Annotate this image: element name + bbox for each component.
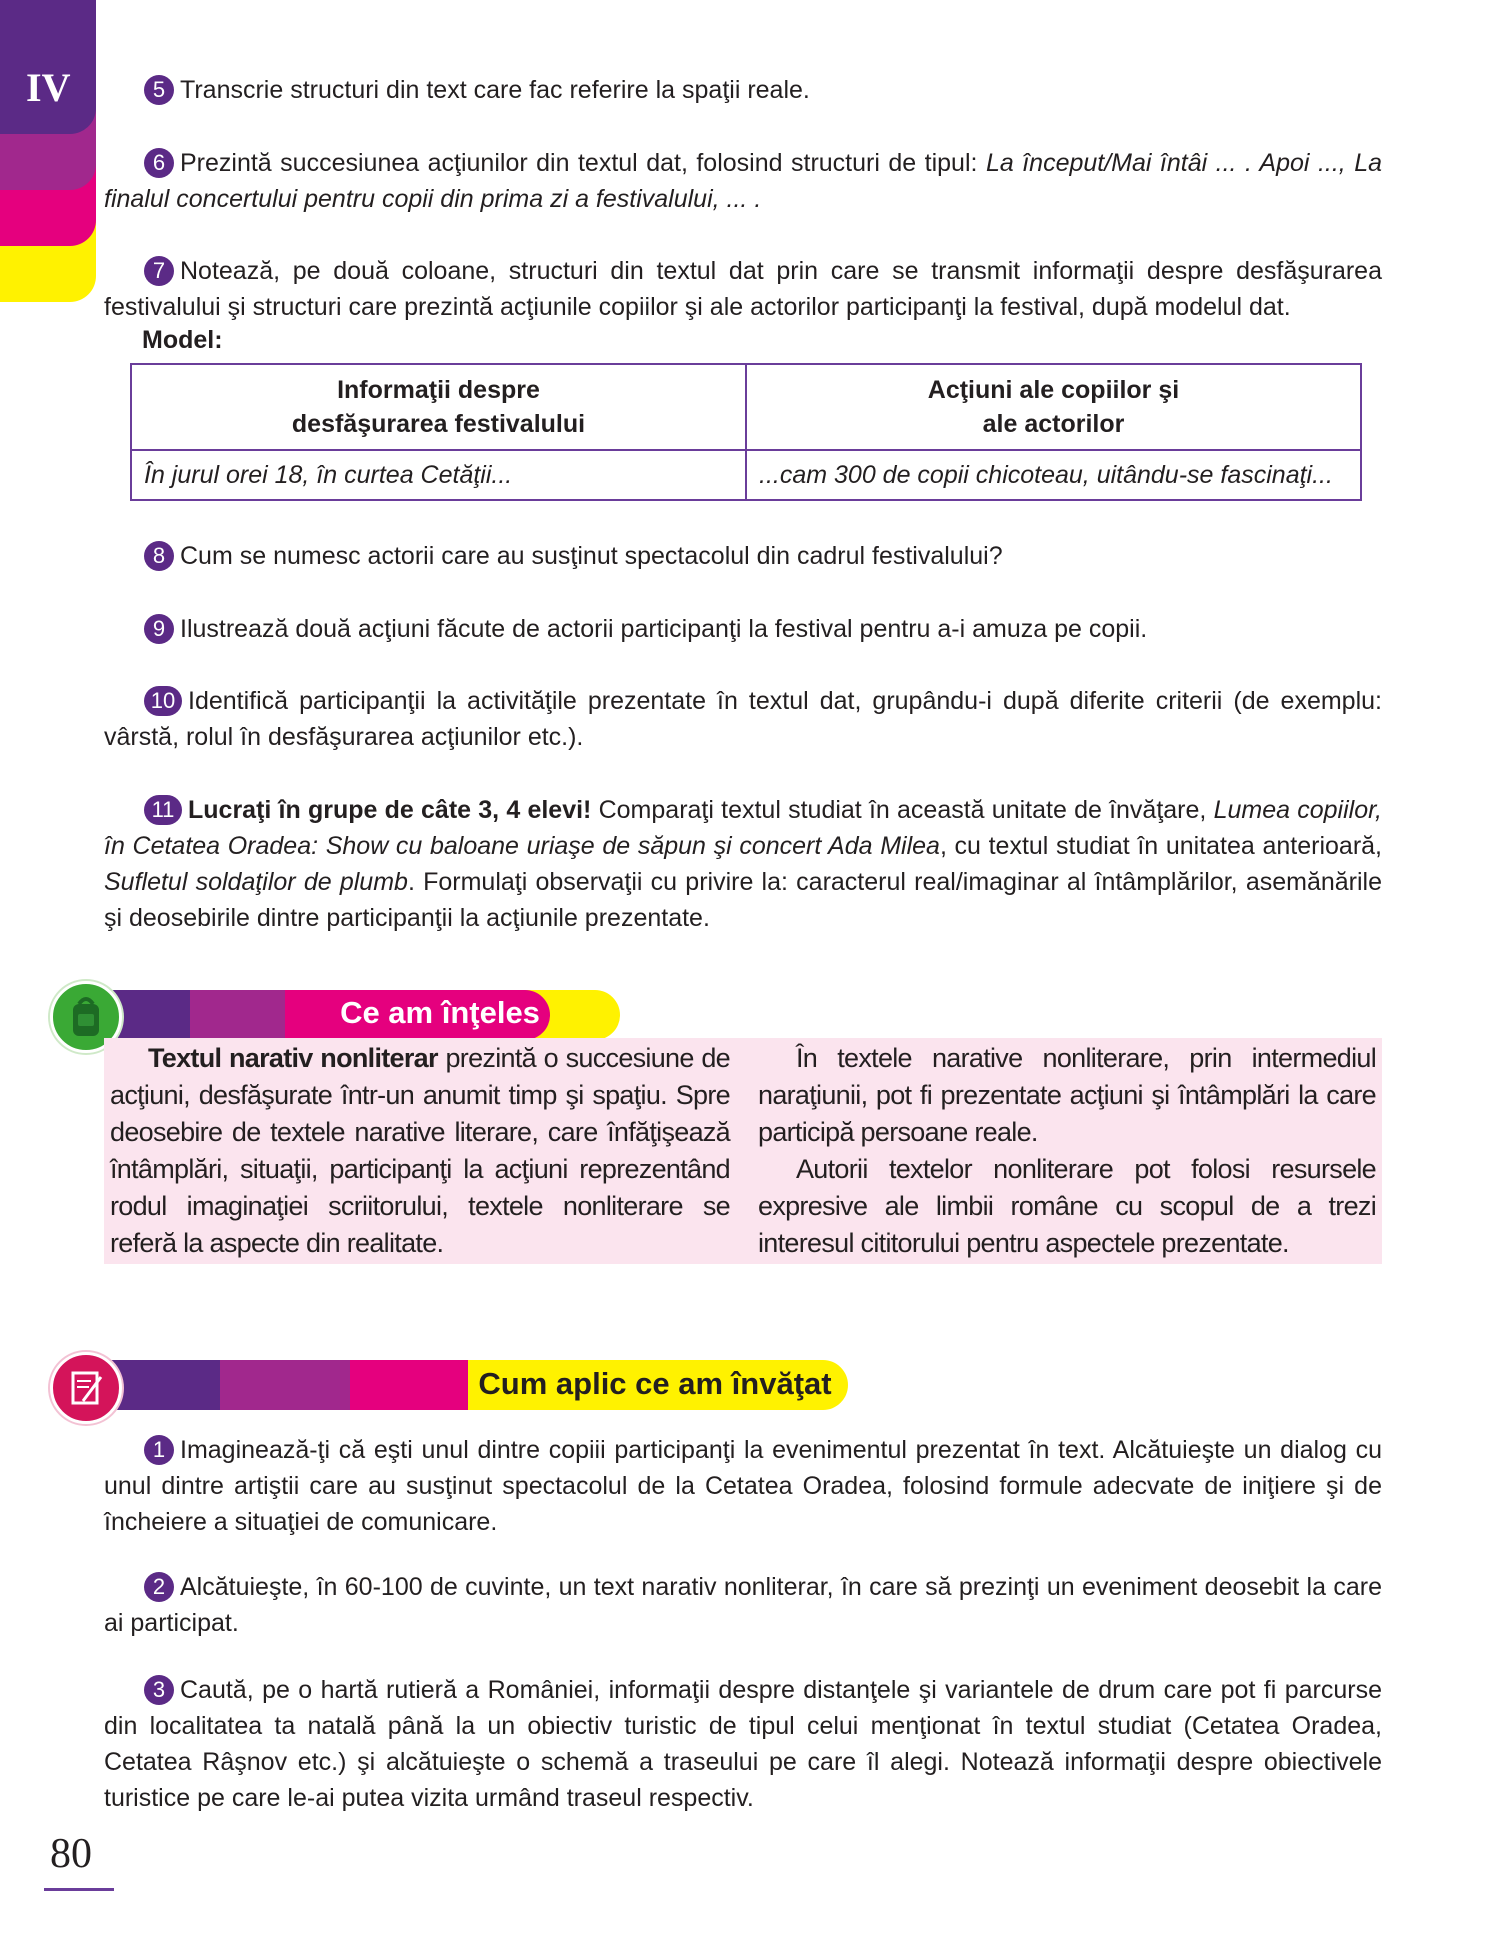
section-title-cum-aplic: Cum aplic ce am învăţat (478, 1366, 832, 1401)
task-5: 5 Transcrie structuri din text care fac referire la spaţii reale. (104, 72, 1382, 108)
model-table (130, 363, 1362, 501)
chapter-label: IV (26, 65, 71, 110)
apply-task-2: 2 Alcătuieşte, în 60-100 de cuvinte, un text narativ nonliterar, în care să prezinţi un eveniment deosebit la care ai participat. (104, 1573, 1382, 1637)
ce-am-inteles-right: În textele narative nonliterare, prin intermediul naraţiunii, pot fi prezentate acţiuni şi întâmplări la care participă persoane reale. Autorii textelor nonliterare pot folosi resursele expresive ale limbii române cu scopul de a trezi interesul cititorului pentru aspectele prezentate. (758, 1043, 1376, 1258)
task-number: 2 (144, 1572, 174, 1602)
model-cell-right: ...cam 300 de copii chicoteau, uitându-se fascinaţi... (746, 450, 1361, 500)
apply-task-1: 1 Imaginează-ţi că eşti unul dintre copiii participanţi la evenimentul prezentat în text. Alcătuieşte un dialog cu unul dintre artiştii care au susţinut spectacolul de la Cetatea Oradea, folosind formule adecvate de iniţiere şi de încheiere a situaţiei de comunicare. (104, 1436, 1382, 1536)
task-number: 6 (144, 148, 174, 178)
ce-am-inteles-left: Textul narativ nonliterar prezintă o succesiune de acţiuni, desfăşurate într-un anumit timp şi spaţiu. Spre deosebire de textele narative literare, care înfăţişează întâmplări, situaţii, participanţi la acţiuni reprezentând rodul imaginaţiei scriitorului, textele nonliterare se referă la aspecte din realitate. (110, 1043, 730, 1258)
task-6: 6 Prezintă succesiunea acţiunilor din textul dat, folosind structuri de tipul: La început/Mai întâi ... . Apoi ..., La finalul concertului pentru copii din prima zi a festivalului, ... . (104, 149, 1382, 213)
section-title-ce-am-inteles: Ce am înţeles (340, 995, 540, 1030)
task-9: 9 Ilustrează două acţiuni făcute de actorii participanţi la festival pentru a-i amuza pe copii. (104, 611, 1382, 647)
apply-task-3: 3 Caută, pe o hartă rutieră a României, informaţii despre distanţele şi variantele de drum care pot fi parcurse din localitatea ta natală până la un obiectiv turistic de tipul celui menţionat în textul studiat (Cetatea Oradea, Cetatea Râşnov etc.) şi alcătuieşte o schemă a traseului pe care îl alegi. Notează informaţii despre obiectivele turistice pe care le-ai putea vizita urmând traseul respectiv. (104, 1676, 1382, 1812)
task-number: 11 (144, 795, 182, 825)
model-header-right: Acţiuni ale copiilor şi ale actorilor (746, 364, 1361, 450)
model-label: Model: (142, 326, 223, 354)
task-11: 11 Lucraţi în grupe de câte 3, 4 elevi! Comparaţi textul studiat în această unitate de învăţare, Lumea copiilor, în Cetatea Oradea: Show cu baloane uriaşe de săpun şi concert Ada Milea, cu textul studiat în unitatea anterioară, Sufletul soldaţilor de plumb. Formulaţi observaţii cu privire la: caracterul real/imaginar al întâmplărilor, asemănările şi deosebirile dintre participanţii la acţiunile prezentate. (104, 796, 1383, 932)
task-number: 8 (144, 541, 174, 571)
task-8: 8 Cum se numesc actorii care au susţinut spectacolul din cadrul festivalului? (104, 538, 1382, 574)
task-number: 7 (144, 256, 174, 286)
task-7: 7 Notează, pe două coloane, structuri din textul dat prin care se transmit informaţii despre desfăşurarea festivalului şi structuri care prezintă acţiunile copiilor şi ale actorilor participanţi la festival, după modelul dat. (104, 257, 1382, 321)
task-number: 1 (144, 1435, 174, 1465)
task-10: 10 Identifică participanţii la activităţile prezentate în textul dat, grupându-i după diferite criterii (de exemplu: vârstă, rolul în desfăşurarea acţiunilor etc.). (104, 687, 1382, 751)
task-number: 5 (144, 75, 174, 105)
page-number: 80 (50, 1831, 92, 1877)
task-number: 9 (144, 614, 174, 644)
task-number: 10 (144, 686, 182, 716)
page-number-underline (44, 1888, 114, 1891)
task-number: 3 (144, 1675, 174, 1705)
model-cell-left: În jurul orei 18, în curtea Cetăţii... (131, 450, 746, 500)
pencil-notes-icon (50, 1352, 122, 1424)
model-header-left: Informaţii despre desfăşurarea festivalului (131, 364, 746, 450)
